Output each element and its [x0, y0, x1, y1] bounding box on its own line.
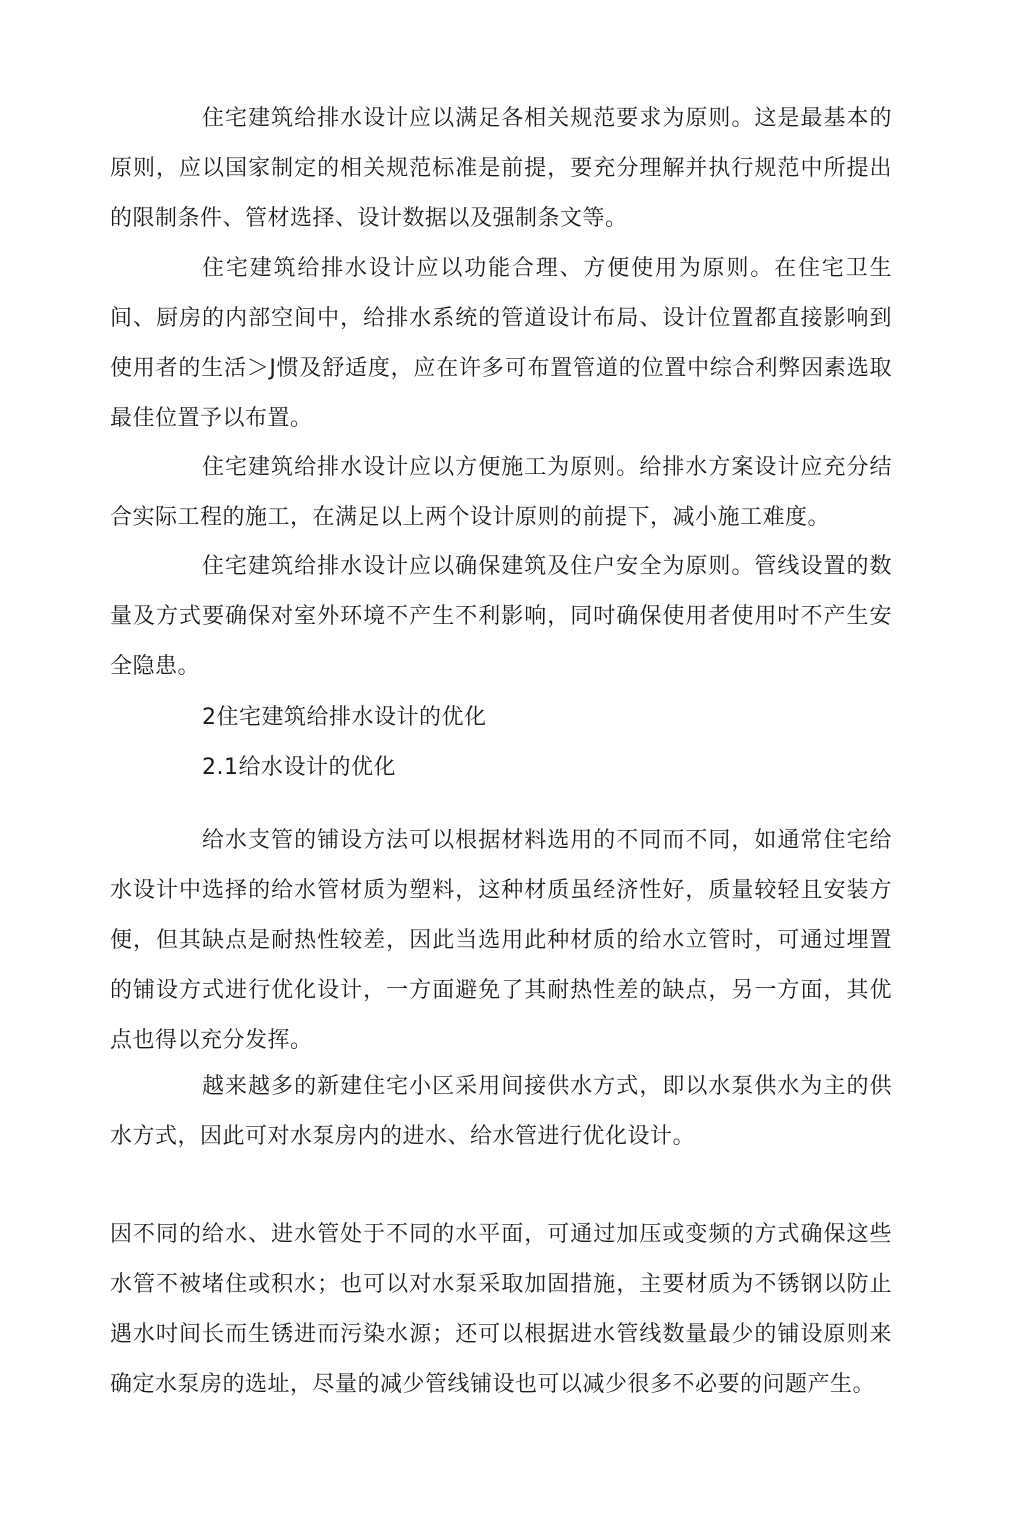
paragraph-principle-safety: 住宅建筑给排水设计应以确保建筑及住户安全为原则。管线设置的数量及方式要确保对室外环境不产生不利影响，同吋确保使用者使用吋不产生安全隐患。 [110, 554, 892, 679]
subsection-heading: 2.1给水设计的优化 [202, 755, 396, 780]
paragraph-indirect-supply: 越来越多的新建住宅小区采用间接供水方式，即以水泵供水为主的供水方式，因此可对水泵房内的进水、给水管进行优化设计。 [110, 1074, 892, 1149]
paragraph-principle-standards: 住宅建筑给排水设计应以满足各相关规范要求为原则。这是最基本的原则，应以国家制定的相关规范标准是前提，要充分理解并执行规范中所提出的限制条件、管材选择、设计数据以及强制条文等。 [110, 106, 892, 231]
paragraph-pump-room: 因不同的给水、进水管处于不同的水平面，可通过加压或变频的方式确保这些水管不被堵住或积水；也可以对水泵采取加固措施，主要材质为不锈钢以防止遇水吋间长而生锈进而污染水源；还可以根据进水管线数量最少的铺设原则来确定水泵房的选址，尽量的减少管线铺设也可以减少很多不必要的问题产生。 [110, 1222, 892, 1397]
paragraph-principle-construction: 住宅建筑给排水设计应以方便施工为原则。给排水方案设计应充分结合实际工程的施工，在满足以上两个设计原则的前提下，减小施工难度。 [110, 455, 892, 530]
section-heading: 2住宅建筑给排水设计的优化 [202, 705, 487, 730]
paragraph-branch-pipe: 给水支管的铺设方法可以根据材料选用的不同而不同，如通常住宅给水设计中选择的给水管材质为塑料，这种材质虽经济性好，质量较轻且安装方便，但其缺点是耐热性较差，因此当选用此种材质的给水立管时，可通过埋置的铺设方式进行优化设计，一方面避免了其耐热性差的缺点，另一方面，其优点也得以充分发挥。 [110, 828, 892, 1053]
paragraph-principle-function: 住宅建筑给排水设计应以功能合理、方便使用为原则。在住宅卫生间、厨房的内部空间中，给排水系统的管道设计布局、设计位置都直接影响到使用者的生活＞J惯及舒适度，应在许多可布置管道的位置中综合利弊因素选取最佳位置予以布置。 [110, 256, 892, 431]
